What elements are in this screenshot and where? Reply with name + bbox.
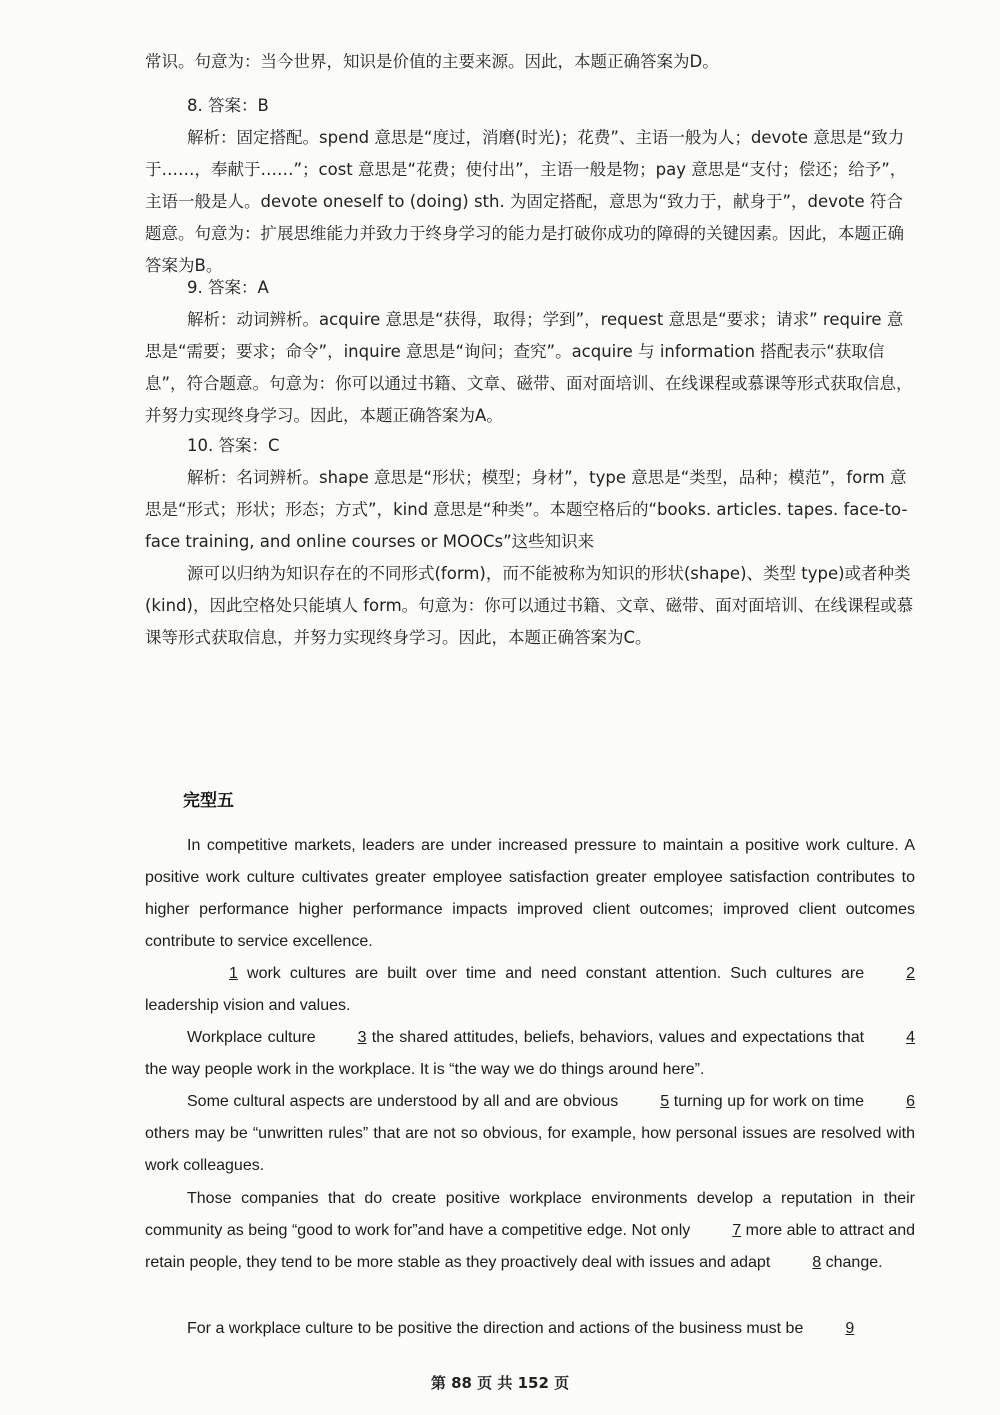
passage-paragraph-1: In competitive markets, leaders are under increased pressure to maintain a positive work culture. A positive work culture cultivates greater employee satisfaction greater employee satisfaction contributes to higher performance higher performance impacts improved client outcomes; improved client outcomes contribute to service excellence. bbox=[145, 837, 915, 950]
blank-7: 7 bbox=[732, 1222, 742, 1239]
blank-6: 6 bbox=[906, 1093, 915, 1110]
page-footer: 第 88 页 共 152 页 bbox=[430, 1374, 570, 1392]
blank-5: 5 bbox=[660, 1093, 670, 1110]
paragraph-3-text-a: Workplace culture bbox=[187, 1029, 316, 1046]
blank-1: 1 bbox=[229, 965, 238, 982]
paragraph-4-text-a: Some cultural aspects are understood by all and are obvious bbox=[187, 1093, 619, 1110]
blank-8: 8 bbox=[812, 1254, 822, 1271]
blank-2: 2 bbox=[906, 965, 915, 982]
paragraph-2-text-b: leadership vision and values. bbox=[145, 997, 351, 1014]
q7-explanation-tail: 常识。句意为：当今世界，知识是价值的主要来源。因此，本题正确答案为D。 bbox=[145, 52, 719, 71]
passage-paragraph-3 bbox=[145, 1022, 915, 1086]
passage-paragraph-6 bbox=[145, 1313, 915, 1345]
passage-paragraph-5 bbox=[145, 1183, 915, 1279]
q10-explanation-continued: 源可以归纳为知识存在的不同形式(form)，而不能被称为知识的形状(shape)、类型 type)或者种类(kind)，因此空格处只能填人 form。句意为：你可以通过书籍、文章、磁带、面对面培训、在线课程或慕课等形式获取信息，并努力实现终身学习。因此，本题正确答案为C。 bbox=[145, 564, 914, 647]
blank-3: 3 bbox=[357, 1029, 367, 1046]
q10-block bbox=[145, 430, 915, 654]
blank-4: 4 bbox=[906, 1029, 915, 1046]
paragraph-2-text-a: work cultures are built over time and need constant attention. Such cultures are bbox=[237, 965, 865, 982]
paragraph-5-text-c: change. bbox=[821, 1254, 883, 1271]
paragraph-5-text-b: more able to attract and retain people, they tend to be more stable as they proactively deal with issues and adapt bbox=[145, 1222, 915, 1271]
q9-block bbox=[145, 272, 915, 432]
paragraph-3-text-b: the shared attitudes, beliefs, behaviors, values and expectations that bbox=[366, 1029, 865, 1046]
paragraph-5-text-a: Those companies that do create positive workplace environments develop a reputation in their community as being “good to work for”and have a competitive edge. Not only bbox=[145, 1190, 915, 1239]
paragraph-6-text-a: For a workplace culture to be positive the direction and actions of the business must be bbox=[187, 1320, 804, 1337]
q8-block bbox=[145, 90, 915, 282]
passage-paragraph-4 bbox=[145, 1086, 915, 1182]
q9-explanation: 解析：动词辨析。acquire 意思是“获得，取得；学到”，request 意思是“要求；请求” require 意思是“需要；要求；命令”，inquire 意思是“询问；查究”。acquire 与 information 搭配表示“获取信息”，符合题意。句意为：你可以通过书籍、文章、磁带、面对面培训、在线课程或慕课等形式获取信息，并努力实现终身学习。因此，本题正确答案为A。 bbox=[145, 310, 913, 425]
q9-answer-label: 9. 答案：A bbox=[187, 278, 269, 297]
section-title: 完型五 bbox=[183, 791, 234, 811]
q10-answer-label: 10. 答案：C bbox=[187, 436, 280, 455]
paragraph-3-text-c: the way people work in the workplace. It is “the way we do things around here”. bbox=[145, 1061, 705, 1078]
blank-9: 9 bbox=[845, 1320, 855, 1337]
q10-explanation: 解析：名词辨析。shape 意思是“形状；模型；身材”，type 意思是“类型，品种；模范”，form 意思是“形式；形状；形态；方式”，kind 意思是“种类”。本题空格后的“books. articles. tapes. face-to-face training, and online courses or MOOCs”这些知识来 bbox=[145, 468, 908, 551]
q8-explanation: 解析：固定搭配。spend 意思是“度过，消磨(时光)；花费”、主语一般为人；devote 意思是“致力于……，奉献于……”；cost 意思是“花费；使付出”，主语一般是物；pay 意思是“支付；偿还；给予”，主语一般是人。devote oneself to (doing) sth. 为固定搭配，意思为“致力于，献身于”，devote 符合题意。句意为：扩展思维能力并致力于终身学习的能力是打破你成功的障碍的关键因素。因此，本题正确答案为B。 bbox=[145, 128, 907, 275]
passage-paragraph-2 bbox=[145, 958, 915, 1022]
q8-answer-label: 8. 答案：B bbox=[187, 96, 269, 115]
paragraph-4-text-b: turning up for work on time bbox=[669, 1093, 865, 1110]
paragraph-4-text-c: others may be “unwritten rules” that are not so obvious, for example, how personal issues are resolved with work colleagues. bbox=[145, 1125, 915, 1174]
